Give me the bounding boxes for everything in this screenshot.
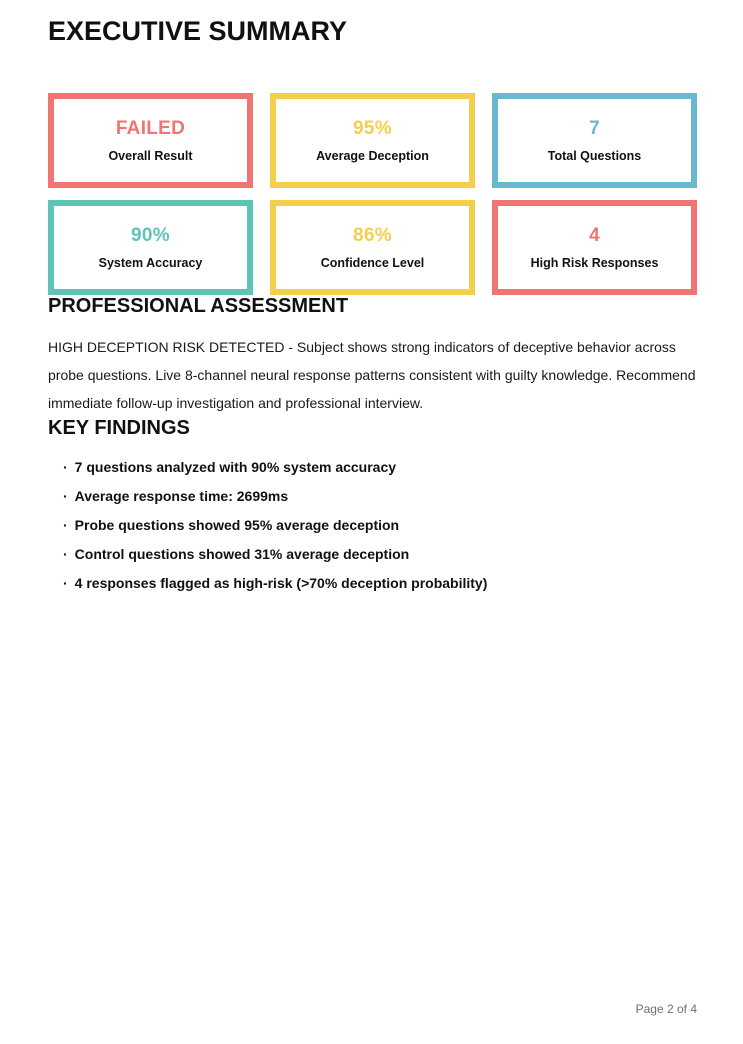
finding-text: Average response time: 2699ms	[74, 488, 289, 504]
stat-card-confidence-level	[270, 200, 475, 295]
bullet-icon: ·	[63, 546, 68, 562]
bullet-icon: ·	[63, 459, 68, 475]
stat-card-average-deception	[270, 93, 475, 188]
assessment-heading: PROFESSIONAL ASSESSMENT	[48, 295, 349, 317]
stat-label: Total Questions	[547, 149, 642, 163]
stat-value: FAILED	[115, 118, 186, 139]
stat-card-high-risk-responses	[492, 200, 697, 295]
stat-label: Overall Result	[108, 149, 193, 163]
stat-label: Average Deception	[316, 149, 429, 163]
stat-value: 95%	[353, 118, 392, 139]
bullet-icon: ·	[63, 488, 68, 504]
finding-item	[63, 453, 697, 482]
bullet-icon: ·	[63, 517, 68, 533]
finding-item	[63, 569, 697, 598]
key-findings-list	[48, 453, 697, 598]
page-title: EXECUTIVE SUMMARY	[48, 16, 348, 46]
assessment-body-text: HIGH DECEPTION RISK DETECTED - Subject shows strong indicators of deceptive behavior across probe questions. Live 8-channel neural response patterns consistent with guilty knowledge. Recommend immediate follow-up investigation and professional interview.	[48, 339, 696, 411]
stat-value: 4	[589, 225, 600, 246]
stat-card-system-accuracy	[48, 200, 253, 295]
finding-item	[63, 511, 697, 540]
stat-value: 90%	[131, 225, 170, 246]
bullet-icon: ·	[63, 575, 68, 591]
stat-value: 86%	[353, 225, 392, 246]
stat-card-total-questions	[492, 93, 697, 188]
finding-item	[63, 482, 697, 511]
finding-item	[63, 540, 697, 569]
finding-text: Control questions showed 31% average deception	[74, 546, 410, 562]
summary-stat-cards	[48, 93, 697, 295]
finding-text: 7 questions analyzed with 90% system accuracy	[74, 459, 397, 475]
stat-value: 7	[589, 118, 600, 139]
stat-label: Confidence Level	[320, 256, 425, 270]
finding-text: Probe questions showed 95% average deception	[74, 517, 400, 533]
key-findings-heading: KEY FINDINGS	[48, 417, 190, 439]
stat-label: High Risk Responses	[530, 256, 659, 270]
stat-label: System Accuracy	[98, 256, 203, 270]
stat-card-overall-result	[48, 93, 253, 188]
finding-text: 4 responses flagged as high-risk (>70% deception probability)	[74, 575, 488, 591]
page-number: Page 2 of 4	[635, 1002, 697, 1016]
